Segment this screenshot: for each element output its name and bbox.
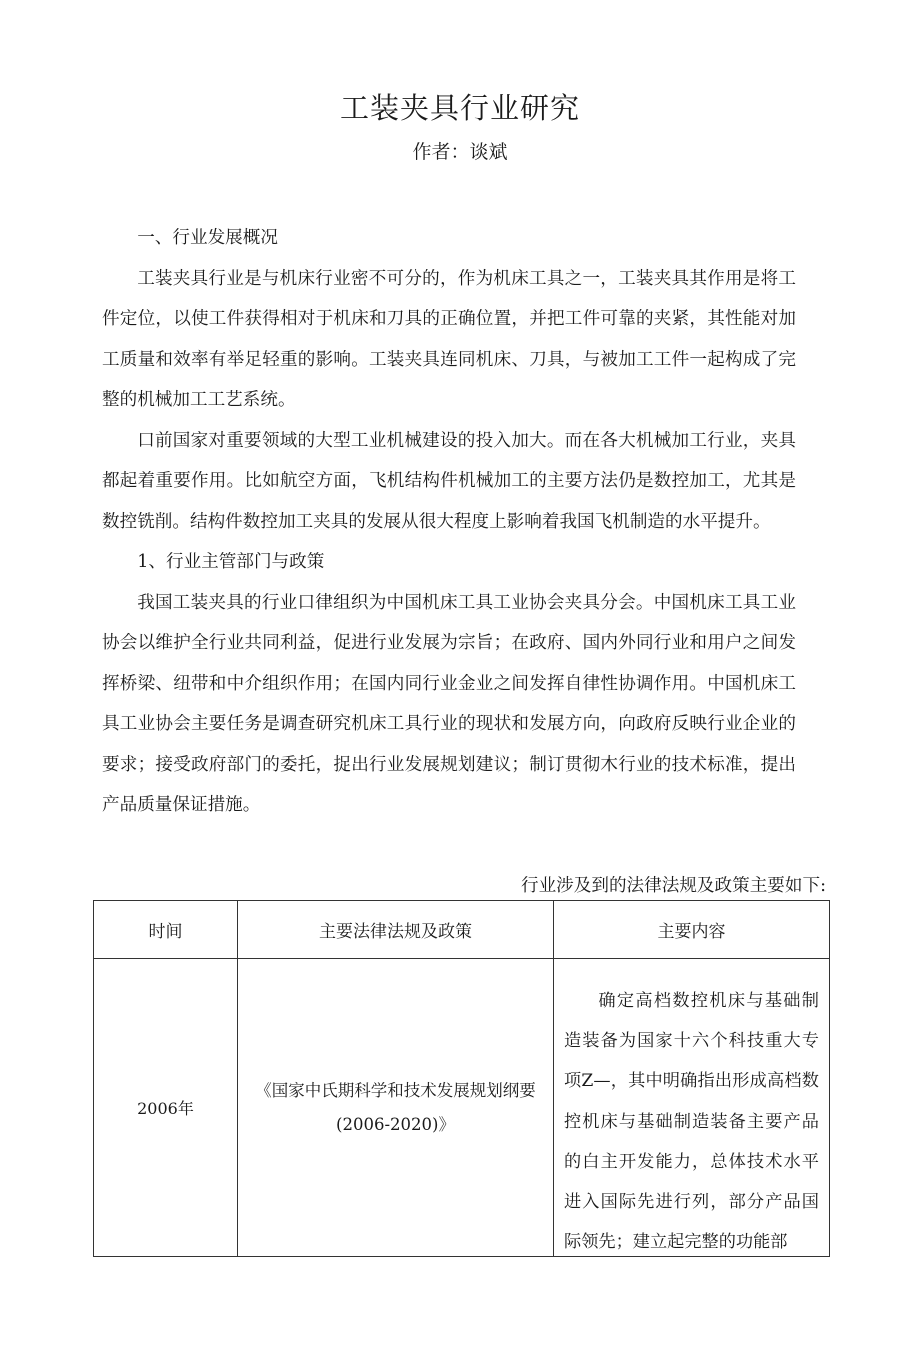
cell-law: 《国家中氏期科学和技术发展规划纲要(2006-2020)》	[238, 959, 554, 1257]
header-time: 时间	[94, 901, 238, 959]
table-caption: 行业涉及到的法律法规及政策主要如下:	[520, 876, 826, 896]
body-paragraph: 工装夹具行业是与机床行业密不可分的，作为机床工具之一，工装夹具其作用是将工件定位，以使工件获得相对于机床和刀具的正确位置，并把工件可靠的夹紧，其性能对加工质量和效率有举足轻重的影响。工装夹具连同机床、刀具，与被加工工件一起构成了完整的机械加工工艺系统。	[102, 268, 796, 410]
header-law: 主要法律法规及政策	[238, 901, 554, 959]
body-paragraph: 口前国家对重要领域的大型工业机械建设的投入加大。而在各大机械加工行业，夹具都起着重要作用。比如航空方面，飞机结构件机械加工的主要方法仍是数控加工，尤其是数控铣削。结构件数控加工夹具的发展从很大程度上影响着我国飞机制造的水平提升。	[102, 430, 796, 532]
cell-content	[554, 959, 830, 1257]
cell-content-clip	[554, 960, 829, 1255]
cell-content-text: 确定高档数控机床与基础制造装备为国家十六个科技重大专项Z—，其中明确指出形成高档数控机床与基础制造装备主要产品的白主开发能力，总体技术水平进入国际先进行列，部分产品国际领先；建立起完整的功能部	[564, 991, 819, 1253]
subsection-heading: 1、行业主管部门与政策	[137, 552, 325, 572]
header-content: 主要内容	[554, 901, 830, 959]
document-body	[102, 218, 796, 826]
table-header-row	[94, 901, 830, 959]
section-heading: 一、行业发展概况	[137, 228, 278, 248]
document-title: 工装夹具行业研究	[339, 91, 580, 125]
policy-table	[93, 900, 830, 1257]
document-author: 作者：谈斌	[412, 141, 508, 163]
table-row	[94, 959, 830, 1257]
body-paragraph: 我国工装夹具的行业口律组织为中国机床工具工业协会夹具分会。中国机床工具工业协会以维护全行业共同利益，促进行业发展为宗旨；在政府、国内外同行业和用户之间发挥桥梁、纽带和中介组织作用；在国内同行业金业之间发挥自律性协调作用。中国机床工具工业协会主要任务是调查研究机床工具行业的现状和发展方向，向政府反映行业企业的要求；接受政府部门的委托，捉出行业发展规划建议；制订贯彻木行业的技术标准，提出产品质量保证措施。	[102, 592, 796, 815]
cell-time: 2006年	[94, 959, 238, 1257]
